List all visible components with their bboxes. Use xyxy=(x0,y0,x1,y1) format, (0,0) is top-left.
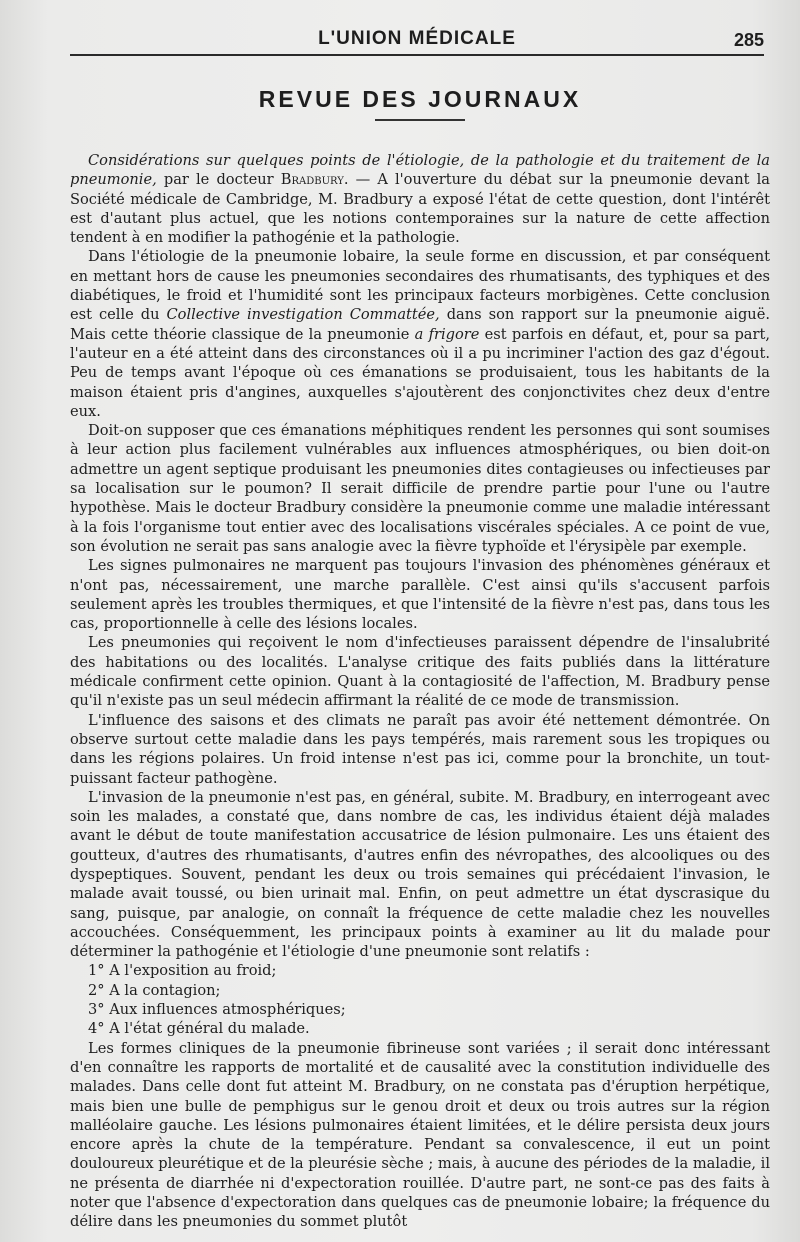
paragraph-seasons: L'influence des saisons et des climats ne paraît pas avoir été nettement démontrée. On observe surtout cette maladie dans les pays tempérés, mais rarement sous les tropiques ou dans les régions polaires. Un froid intense n'est pas ici, comme pour la bronchite, un tout-puissant facteur pathogène. xyxy=(70,711,770,787)
article-body xyxy=(70,151,770,1232)
list-item: 1° A l'exposition au froid; xyxy=(88,962,277,980)
list-item: 4° A l'état général du malade. xyxy=(88,1020,310,1038)
intro-text: . — A l'ouverture du débat sur la pneumonie devant la Société médicale de Cambridge, M. Bradbury a exposé l'état de cette question, dont l'intérêt est d'autant plus actuel, que les notions contemporaines sur la nature de cette affection tendent à en modifier la pathogénie et la pathologie. xyxy=(70,171,771,247)
list-item: 3° Aux influences atmosphériques; xyxy=(88,1001,346,1019)
article-author: Bradbury xyxy=(280,171,344,189)
paragraph-etiology xyxy=(70,247,770,421)
article-title: Considérations sur quelques points de l'étiologie, de la pathologie et du traitement de la pneumonie, xyxy=(70,152,770,189)
latin-term: a frigore xyxy=(414,325,480,343)
paragraph-infectious: Les pneumonies qui reçoivent le nom d'infectieuses paraissent dépendre de l'insalubrité des habitations ou des localités. L'analyse critique des faits publiés dans la littérature médicale confirment cette opinion. Quant à la contagiosité de l'affection, M. Bradbury pense qu'il n'existe pas un seul médecin affirmant la réalité de ce mode de transmission. xyxy=(70,634,770,710)
article-intro-paragraph xyxy=(70,151,770,247)
paragraph-clinical-forms: Les formes cliniques de la pneumonie fibrineuse sont variées ; il serait donc intéressant d'en connaître les rapports de mortalité et de causalité avec la constitution individuelle des malades. Dans celle dont fut atteint M. Bradbury, on ne constata pas d'éruption herpétique, mais bien une bulle de pemphigus sur le genou droit et deux ou trois autres sur la région malléolaire gauche. Les lésions pulmonaires étaient limitées, et le délire persista deux jours encore après la chute de la température. Pendant sa convalescence, il eut un point douloureux pleurétique et de la pleurésie sèche ; mais, à aucune des périodes de la maladie, il ne présenta de diarrhée ni d'expectoration rouillée. D'autre part, ne sont-ce pas des faits à noter que l'absence d'expectoration dans quelques cas de pneumonie lobaire; la fréquence du délire dans les pneumonies du sommet plutôt xyxy=(70,1039,770,1231)
paragraph-pulmonary-signs: Les signes pulmonaires ne marquent pas toujours l'invasion des phénomènes généraux et n'ont pas, nécessairement, une marche parallèle. C'est ainsi qu'ils s'accusent parfois seulement après les troubles thermiques, et que l'intensité de la fièvre n'est pas, dans tous les cas, proportionnelle à celle des lésions locales. xyxy=(70,557,770,633)
paragraph-hypotheses: Doit-on supposer que ces émanations méphitiques rendent les personnes qui sont soumises à leur action plus facilement vulnérables aux influences atmosphériques, ou bien doit-on admettre un agent septique produisant les pneumonies dites contagieuses ou infectieuses par sa localisation sur le poumon? Il serait difficile de prendre partie pour l'une ou l'autre hypothèse. Mais le docteur Bradbury considère la pneumonie comme une maladie intéressant à la fois l'organisme tout entier avec des localisations viscérales spéciales. A ce point de vue, son évolution ne serait pas sans analogie avec la fièvre typhoïde et l'érysipèle par exemple. xyxy=(70,422,770,555)
cited-committee: Collective investigation Commattée, xyxy=(166,306,440,324)
paragraph-invasion: L'invasion de la pneumonie n'est pas, en général, subite. M. Bradbury, en interrogeant avec soin les malades, a constaté que, dans nombre de cas, les individus étaient déjà malades avant le début de toute manifestation accusatrice de lésion pulmonaire. Les uns étaient des goutteux, d'autres des rhumatisants, d'autres enfin des névropathes, des alcooliques ou des dyspeptiques. Souvent, pendant les deux ou trois semaines qui précédaient l'invasion, le malade avait toussé, ou bien urinait mal. Enfin, on peut admettre un état dyscrasique du sang, puisque, par analogie, on connaît la fréquence de cette maladie chez les nouvelles accouchées. Conséquemment, les principaux points à examiner au lit du malade pour déterminer la pathogénie et l'étiologie d'une pneumonie sont relatifs : xyxy=(70,788,770,961)
byline-prefix: par le docteur xyxy=(156,171,281,189)
section-title: REVUE DES JOURNAUX xyxy=(258,86,582,112)
title-rule xyxy=(375,119,465,121)
paragraph-text: Dans l'étiologie de la pneumonie lobaire, la seule forme en discussion, et par conséquent en mettant hors de cause les pneumonies secondaires des rhumatisants, des typhiques et des diabétiques, le froid et l'humidité sont les principaux facteurs morbigènes. Cette conclusion est celle du xyxy=(70,248,770,324)
paragraph-text: est parfois en défaut, et, pour sa part, l'auteur en a été atteint dans des circonstances où il a pu incriminer l'action des gaz d'égout. Peu de temps avant l'époque où ces émanations se produisaient, tous les habitants de la maison étaient pris d'angines, auxquelles s'ajoutèrent des conjonctivites chez deux d'entre eux. xyxy=(70,325,770,420)
paragraph-text: dans son rapport sur la pneumonie aiguë. Mais cette théorie classique de la pneumonie xyxy=(70,306,770,343)
list-item: 2° A la contagion; xyxy=(88,981,221,999)
page-number: 285 xyxy=(733,30,764,50)
running-title: L'UNION MÉDICALE xyxy=(318,28,516,49)
running-head xyxy=(70,24,764,56)
